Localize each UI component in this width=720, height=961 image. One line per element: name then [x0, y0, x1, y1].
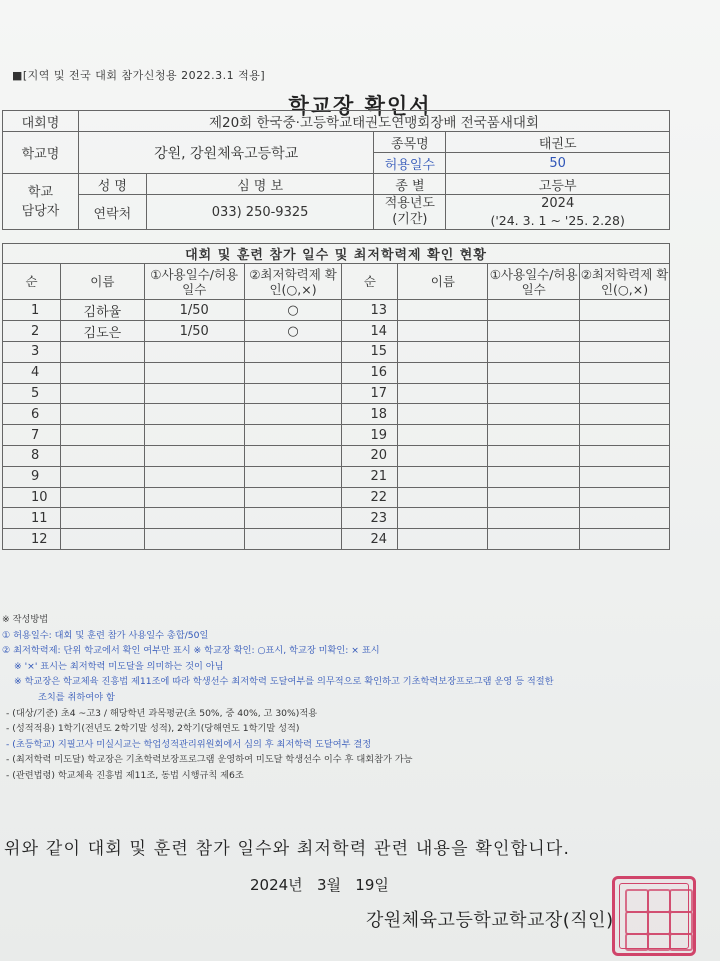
row-number: 17	[342, 383, 398, 404]
row-number: 8	[3, 445, 61, 466]
header-no-left: 순	[3, 264, 61, 300]
row-number: 2	[3, 321, 61, 342]
note-target: - (대상/기준) 초4 ~고3 / 해당학년 과목평균(초 50%, 중 40%, 고 30%)적용	[6, 707, 318, 719]
academic-check	[244, 404, 342, 425]
row-number: 1	[3, 300, 61, 321]
note-allowed-days: ① 허용일수: 대회 및 훈련 참가 사용일수 총합/50일	[2, 629, 209, 641]
row-number: 18	[342, 404, 398, 425]
days-used	[144, 487, 244, 508]
year-value: 2024	[541, 196, 575, 211]
academic-check	[244, 383, 342, 404]
contact-person-text: 학교 담당자	[21, 184, 60, 219]
row-number: 14	[342, 321, 398, 342]
academic-check	[244, 425, 342, 446]
allowed-days-label: 허용일수	[374, 153, 446, 174]
row-number: 12	[3, 529, 61, 550]
academic-check	[580, 508, 670, 529]
seal-glyph	[647, 911, 671, 935]
student-name	[60, 404, 144, 425]
days-used	[488, 487, 580, 508]
student-name	[60, 529, 144, 550]
academic-check: ○	[244, 321, 342, 342]
academic-check	[580, 487, 670, 508]
year-cell	[446, 195, 670, 230]
seal-glyph	[669, 889, 693, 913]
student-name	[398, 341, 488, 362]
student-name	[398, 362, 488, 383]
student-name: 김도은	[60, 321, 144, 342]
days-used	[488, 466, 580, 487]
days-used	[488, 300, 580, 321]
student-name: 김하율	[60, 300, 144, 321]
row-number: 24	[342, 529, 398, 550]
seal-glyph	[647, 933, 671, 951]
days-used	[144, 341, 244, 362]
student-name	[398, 321, 488, 342]
competition-value: 제20회 한국중·고등학교태권도연맹회장배 전국품새대회	[78, 111, 669, 132]
academic-check	[580, 362, 670, 383]
page-title: 학교장 확인서	[288, 94, 432, 118]
days-used	[488, 529, 580, 550]
academic-check	[580, 404, 670, 425]
row-number: 21	[342, 466, 398, 487]
note-not-reached: - (최저학력 미도달) 학교장은 기초학력보장프로그램 운영하여 미도달 학생선수 이수 후 대회참가 가능	[6, 754, 413, 766]
row-number: 23	[342, 508, 398, 529]
header-academic-right: ②최저학력제 확인(○,×)	[580, 264, 670, 300]
contact-person-label	[3, 174, 79, 230]
row-number: 19	[342, 425, 398, 446]
event-value: 태권도	[446, 132, 670, 153]
principal-signature-line: 강원체육고등학교학교장(직인)	[366, 910, 614, 931]
row-number: 13	[342, 300, 398, 321]
student-name	[60, 487, 144, 508]
writing-instructions	[2, 612, 702, 784]
table-row	[3, 529, 670, 550]
row-number: 4	[3, 362, 61, 383]
days-used	[144, 425, 244, 446]
official-seal-stamp	[612, 876, 696, 956]
student-name	[398, 466, 488, 487]
student-name	[398, 487, 488, 508]
student-name	[60, 341, 144, 362]
row-number: 20	[342, 445, 398, 466]
year-label	[374, 195, 446, 230]
school-value: 강원, 강원체육고등학교	[78, 132, 373, 174]
academic-check	[244, 529, 342, 550]
seal-glyph	[625, 933, 649, 951]
days-used	[488, 404, 580, 425]
days-used	[144, 508, 244, 529]
table-row	[3, 383, 670, 404]
student-name	[60, 508, 144, 529]
allowed-days-value: 50	[446, 153, 670, 174]
name-label: 성 명	[78, 174, 146, 195]
academic-check	[580, 529, 670, 550]
days-used	[488, 445, 580, 466]
seal-glyph	[625, 911, 649, 935]
academic-check	[580, 383, 670, 404]
table-row	[3, 466, 670, 487]
student-name	[398, 445, 488, 466]
section-title: 대회 및 훈련 참가 일수 및 최저학력제 확인 현황	[3, 244, 670, 264]
form-tag: ■[지역 및 전국 대회 참가신청용 2022.3.1 적용]	[12, 69, 266, 82]
row-number: 6	[3, 404, 61, 425]
days-used	[488, 508, 580, 529]
issue-date: 2024년 3월 19일	[250, 876, 389, 894]
note-academic: ② 최저학력제: 단위 학교에서 확인 여부만 표시 ※ 학교장 확인: ○표시, 학교장 미확인: × 표시	[2, 645, 380, 657]
days-used	[488, 341, 580, 362]
status-rows	[3, 300, 670, 550]
student-name	[398, 300, 488, 321]
row-number: 7	[3, 425, 61, 446]
event-label: 종목명	[374, 132, 446, 153]
competition-label: 대회명	[3, 111, 79, 132]
header-days-left: ①사용일수/허용일수	[144, 264, 244, 300]
table-row	[3, 425, 670, 446]
note-laws: - (관련법령) 학교체육 진흥법 제11조, 동법 시행규칙 제6조	[6, 769, 244, 781]
academic-check	[244, 445, 342, 466]
participation-status-table	[2, 243, 670, 550]
days-used	[144, 466, 244, 487]
academic-check	[244, 508, 342, 529]
days-used	[144, 445, 244, 466]
student-name	[60, 425, 144, 446]
days-used	[488, 383, 580, 404]
student-name	[398, 508, 488, 529]
note-elementary: - (초등학교) 지필고사 미실시교는 학업성적관리위원회에서 심의 후 최저학력 도달여부 결정	[6, 738, 372, 750]
header-name-left: 이름	[60, 264, 144, 300]
academic-check	[580, 321, 670, 342]
note-grades: - (성적적용) 1학기(전년도 2학기말 성적), 2학기(당해연도 1학기말 성적)	[6, 723, 300, 735]
year-label-text: 적용년도 (기간)	[384, 196, 435, 227]
table-row	[3, 404, 670, 425]
days-used	[488, 362, 580, 383]
row-number: 3	[3, 341, 61, 362]
academic-check	[244, 362, 342, 383]
student-name	[60, 383, 144, 404]
phone-value: 033) 250-9325	[146, 195, 374, 230]
note-principal-duty: ※ 학교장은 학교체육 진흥법 제11조에 따라 학생선수 최저학력 도달여부를 의무적으로 확인하고 기초학력보장프로그램 운영 등 적절한	[14, 676, 554, 688]
student-name	[398, 383, 488, 404]
academic-check	[580, 300, 670, 321]
school-label: 학교명	[3, 132, 79, 174]
days-used	[144, 362, 244, 383]
academic-check	[244, 487, 342, 508]
header-days-right: ①사용일수/허용일수	[488, 264, 580, 300]
days-used: 1/50	[144, 321, 244, 342]
table-row	[3, 508, 670, 529]
academic-check	[580, 445, 670, 466]
seal-glyph	[669, 911, 693, 935]
info-table	[2, 110, 670, 230]
row-number: 10	[3, 487, 61, 508]
phone-label: 연락처	[78, 195, 146, 230]
table-row	[3, 487, 670, 508]
header-academic-left: ②최저학력제 확인(○,×)	[244, 264, 342, 300]
student-name	[60, 445, 144, 466]
student-name	[60, 466, 144, 487]
table-row	[3, 341, 670, 362]
note-principal-duty-cont: 조치를 취하여야 함	[38, 691, 115, 703]
academic-check	[580, 425, 670, 446]
academic-check: ○	[244, 300, 342, 321]
days-used	[488, 321, 580, 342]
table-row	[3, 362, 670, 383]
row-number: 5	[3, 383, 61, 404]
confirmation-statement: 위와 같이 대회 및 훈련 참가 일수와 최저학력 관련 내용을 확인합니다.	[4, 839, 571, 859]
seal-glyph	[669, 933, 693, 951]
row-number: 22	[342, 487, 398, 508]
category-label: 종 별	[374, 174, 446, 195]
row-number: 11	[3, 508, 61, 529]
row-number: 15	[342, 341, 398, 362]
days-used: 1/50	[144, 300, 244, 321]
note-x-mark: ※ '×' 표시는 최저학력 미도달을 의미하는 것이 아님	[14, 660, 224, 672]
row-number: 16	[342, 362, 398, 383]
table-row	[3, 300, 670, 321]
days-used	[488, 425, 580, 446]
days-used	[144, 383, 244, 404]
student-name	[398, 404, 488, 425]
seal-glyph	[647, 889, 671, 913]
academic-check	[244, 466, 342, 487]
student-name	[398, 529, 488, 550]
academic-check	[244, 341, 342, 362]
seal-glyph	[625, 889, 649, 913]
student-name	[60, 362, 144, 383]
name-value: 심 명 보	[146, 174, 374, 195]
days-used	[144, 529, 244, 550]
notes-heading: ※ 작성방법	[2, 614, 49, 625]
category-value: 고등부	[446, 174, 670, 195]
student-name	[398, 425, 488, 446]
academic-check	[580, 466, 670, 487]
days-used	[144, 404, 244, 425]
table-row	[3, 321, 670, 342]
header-name-right: 이름	[398, 264, 488, 300]
period-value: ('24. 3. 1 ~ '25. 2.28)	[490, 213, 625, 228]
table-row	[3, 445, 670, 466]
academic-check	[580, 341, 670, 362]
header-no-right: 순	[342, 264, 398, 300]
row-number: 9	[3, 466, 61, 487]
